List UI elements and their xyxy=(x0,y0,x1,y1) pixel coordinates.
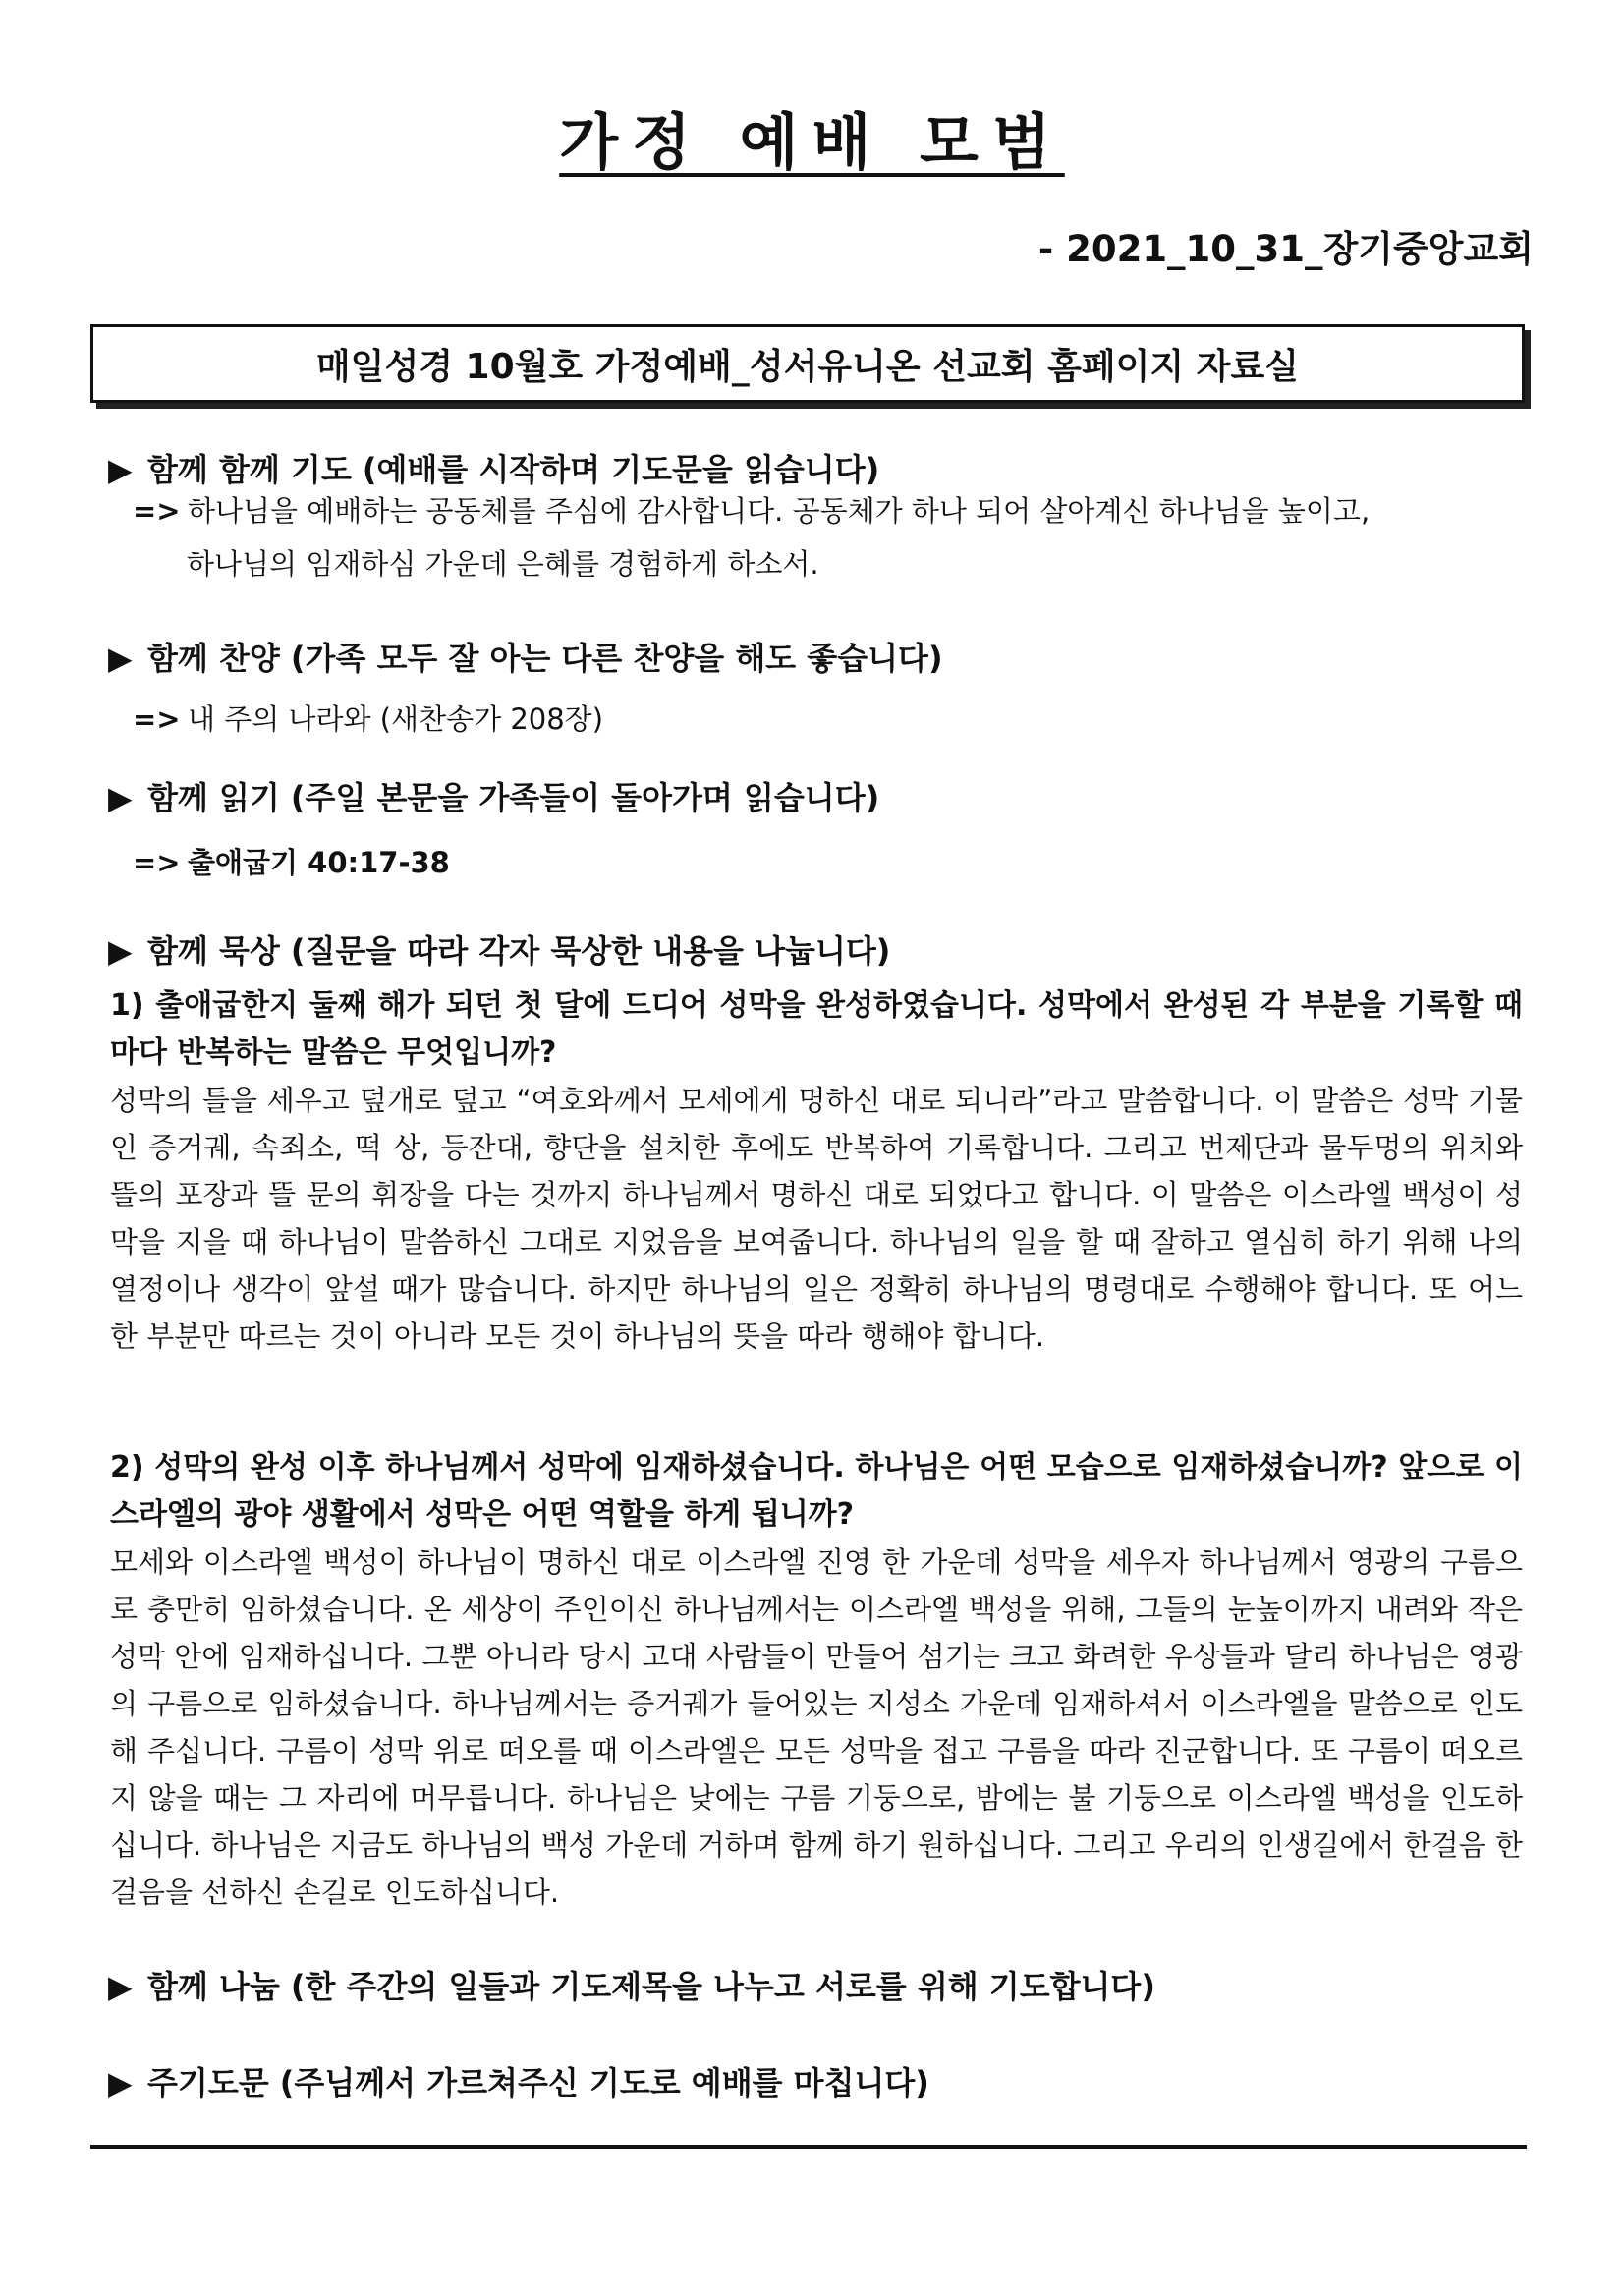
triangle-bullet-icon: ▶ xyxy=(108,451,133,488)
meditation-answer-1: 성막의 틀을 세우고 덮개로 덮고 “여호와께서 모세에게 명하신 대로 되니라”라고 말씀합니다. 이 말씀은 성막 기물인 증거궤, 속죄소, 떡 상, 등잔대, 향단을 설치한 후에도 반복하여 기록합니다. 그리고 번제단과 물두멍의 위치와 뜰의 포장과 뜰 문의 휘장을 다는 것까지 하나님께서 명하신 대로 되었다고 합니다. 이 말씀은 이스라엘 백성이 성막을 지을 때 하나님이 말씀하신 그대로 지었음을 보여줍니다. 하나님의 일을 할 때 잘하고 열심히 하기 위해 나의 열정이나 생각이 앞설 때가 많습니다. 하지만 하나님의 일은 정확히 하나님의 명령대로 수행해야 합니다. 또 어느 한 부분만 따르는 것이 아니라 모든 것이 하나님의 뜻을 따라 행해야 합니다. xyxy=(110,1084,1523,1353)
section-heading-sharing: ▶ 함께 나눔 (한 주간의 일들과 기도제목을 나누고 서로를 위해 기도합니다) xyxy=(108,1967,1155,2008)
meditation-answer-2: 모세와 이스라엘 백성이 하나님이 명하신 대로 이스라엘 진영 한 가운데 성막을 세우자 하나님께서 영광의 구름으로 충만히 임하셨습니다. 온 세상이 주인이신 하나님께서는 이스라엘 백성을 위해, 그들의 눈높이까지 내려와 작은 성막 안에 임재하십니다. 그뿐 아니라 당시 고대 사람들이 만들어 섬기는 크고 화려한 우상들과 달리 하나님은 영광의 구름으로 임하셨습니다. 하나님께서는 증거궤가 들어있는 지성소 가운데 임재하셔서 이스라엘을 말씀으로 인도해 주십니다. 구름이 성막 위로 떠오를 때 이스라엘은 모든 성막을 접고 구름을 따라 진군합니다. 또 구름이 떠오르지 않을 때는 그 자리에 머무릅니다. 하나님은 낮에는 구름 기둥으로, 밤에는 불 기둥으로 이스라엘 백성을 인도하십니다. 하나님은 지금도 하나님의 백성 가운데 거하며 함께 하기 원하십니다. 그리고 우리의 인생길에서 한걸음 한걸음을 선하신 손길로 인도하십니다. xyxy=(110,1545,1523,1909)
triangle-bullet-icon: ▶ xyxy=(108,779,133,816)
reading-passage: => 출애굽기 40:17-38 xyxy=(133,845,450,882)
page-title: 가정 예배 모범 xyxy=(559,106,1065,178)
section-heading-reading: ▶ 함께 읽기 (주일 본문을 가족들이 돌아가며 읽습니다) xyxy=(108,778,879,819)
triangle-bullet-icon: ▶ xyxy=(108,1968,133,2005)
triangle-bullet-icon: ▶ xyxy=(108,932,133,970)
source-box-text: 매일성경 10월호 가정예배_성서유니온 선교회 홈페이지 자료실 xyxy=(315,346,1300,387)
source-box xyxy=(90,324,1525,403)
prayer-text-line-1: => 하나님을 예배하는 공동체를 주심에 감사합니다. 공동체가 하나 되어 살아계신 하나님을 높이고, xyxy=(133,493,1370,531)
date-church-subtitle: - 2021_10_31_장기중앙교회 xyxy=(1037,228,1534,270)
prayer-text-line-2: 하나님의 임재하심 가운데 은혜를 경험하게 하소서. xyxy=(187,547,819,581)
arrow-icon: => xyxy=(133,702,181,736)
bottom-divider xyxy=(90,2145,1527,2149)
triangle-bullet-icon: ▶ xyxy=(108,640,133,677)
section-heading-prayer: ▶ 함께 함께 기도 (예배를 시작하며 기도문을 읽습니다) xyxy=(108,450,879,491)
arrow-icon: => xyxy=(133,494,181,528)
section-heading-meditation: ▶ 함께 묵상 (질문을 따라 각자 묵상한 내용을 나눕니다) xyxy=(108,931,890,973)
meditation-question-2: 2) 성막의 완성 이후 하나님께서 성막에 임재하셨습니다. 하나님은 어떤 모습으로 임재하셨습니까? 앞으로 이스라엘의 광야 생활에서 성막은 어떤 역할을 하게 됩니까? xyxy=(110,1450,1523,1532)
arrow-icon: => xyxy=(133,846,181,879)
meditation-question-1: 1) 출애굽한지 둘째 해가 되던 첫 달에 드디어 성막을 완성하였습니다. 성막에서 완성된 각 부분을 기록할 때마다 반복하는 말씀은 무엇입니까? xyxy=(110,988,1523,1070)
section-heading-praise: ▶ 함께 찬양 (가족 모두 잘 아는 다른 찬양을 해도 좋습니다) xyxy=(108,639,943,680)
section-heading-lords-prayer: ▶ 주기도문 (주님께서 가르쳐주신 기도로 예배를 마칩니다) xyxy=(108,2063,929,2104)
praise-hymn: => 내 주의 나라와 (새찬송가 208장) xyxy=(133,701,603,739)
triangle-bullet-icon: ▶ xyxy=(108,2064,133,2101)
